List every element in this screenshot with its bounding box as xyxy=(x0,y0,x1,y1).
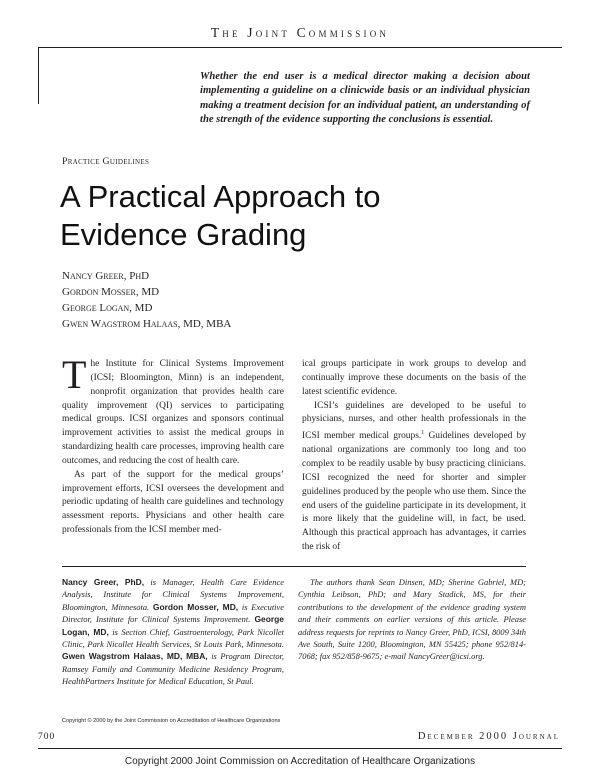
author-footnote-left xyxy=(62,576,284,688)
issue-label: December 2000 Journal xyxy=(417,731,560,742)
author: Gwen Wagstrom Halaas, MD, MBA xyxy=(62,318,232,331)
body-column-right xyxy=(302,358,526,555)
copyright-notice: Copyright © 2000 by the Joint Commission on Accreditation of Healthcare Organizations xyxy=(62,718,281,724)
author-name: Gordon Mosser, MD, xyxy=(152,601,239,612)
body-paragraph xyxy=(62,352,284,469)
title-line-2: Evidence Grading xyxy=(60,217,307,252)
author-list xyxy=(62,268,231,332)
author-bios xyxy=(62,576,284,688)
corner-rule xyxy=(38,48,179,104)
paragraph-text: he Institute for Clinical Systems Improvement (ICSI; Bloomington, Minn) is an independent, nonprofit organization that provides health care quality improvement (QI) services to participating medical groups. ICSI organizes and sponsors continual improvement activities to assist the medical groups in standardizing health care processes, improving health care outcomes, and reducing the cost of health care. xyxy=(62,359,284,466)
author-bio: is Executive Director, Institute for Clinical Systems Improvement. xyxy=(62,601,284,625)
author: George Logan, MD xyxy=(62,302,153,315)
footer-copyright: Copyright 2000 Joint Commission on Accreditation of Healthcare Organizations xyxy=(124,756,476,767)
footer-rule xyxy=(38,748,562,749)
author-bio: is Manager, Health Care Evidence Analysis, Institute for Clinical Systems Improvement, Bloomington, Minnesota. xyxy=(62,577,284,612)
pullquote: Whether the end user is a medical director making a decision about implementing a guideline on a clinicwide basis or an individual physician making a treatment decision for an individual patient, an understanding of the strength of the evidence supporting the conclusions is essential. xyxy=(200,71,530,126)
author-footnote-right xyxy=(298,576,526,663)
author-name: Nancy Greer, PhD, xyxy=(62,577,145,587)
author-name: George Logan, MD, xyxy=(62,614,284,637)
paragraph-text: Guidelines developed by national organizations are commonly too long and too complex to be readily usable by busy practicing clinicians. ICSI recognized the need for shorter and simpler guidelines produced by the people who use them. Since the end users of the guideline participate in its development, it is more likely that the guideline will, in fact, be used. Although this practical approach has advantages, it carries the risk of xyxy=(302,431,526,553)
journal-name: The Joint Commission xyxy=(210,25,390,40)
body-column-left xyxy=(62,352,284,538)
article-title xyxy=(60,178,480,254)
paragraph-text: ICSI’s guidelines are developed to be useful to physicians, nurses, and other health professionals in the ICSI member medical groups. xyxy=(302,400,526,442)
reference-superscript: 1 xyxy=(421,430,425,437)
body-paragraph: ical groups participate in work groups to develop and continually improve these documents on the basis of the latest scientific evidence. xyxy=(302,359,526,397)
author: Nancy Greer, PhD xyxy=(62,270,150,282)
title-line-1: A Practical Approach to xyxy=(60,179,381,214)
author-bio: is Program Director, Ramsey Family and Community Medicine Residency Program, HealthPartners Institute for Medical Education, St Paul. xyxy=(62,651,284,687)
footnote-divider xyxy=(62,566,526,567)
author-bio: is Section Chief, Gastroenterology, Park Nicollet Clinic, Park Nicollet Health Services, St Louis Park, Minnesota. xyxy=(62,626,284,650)
body-paragraph: As part of the support for the medical groups’ improvement efforts, ICSI oversees the development and periodic updating of health care guidelines and technology assessment reports. Physicians and other health care professionals from the ICSI member med- xyxy=(62,469,284,536)
acknowledgment: The authors thank Sean Dinsen, MD; Sherine Gabriel, MD; Cynthia Leibson, PhD; and Mary Stadick, MS, for their contributions to the development of the evidence grading system and their comments on earlier versions of this article. Please address requests for reprints to Nancy Greer, PhD, ICSI, 8009 34th Ave South, Suite 1200, Bloomington, MN 55425; phone 952/814-7068; fax 952/858-9675; e-mail NancyGreer@icsi.org. xyxy=(298,577,526,662)
author: Gordon Mosser, MD xyxy=(62,286,160,299)
drop-cap: T xyxy=(62,352,87,397)
author-name: Gwen Wagstrom Halaas, MD, MBA, xyxy=(62,651,208,662)
page-number: 700 xyxy=(38,732,56,742)
body-paragraph xyxy=(302,400,526,555)
section-label: Practice Guidelines xyxy=(62,156,150,167)
